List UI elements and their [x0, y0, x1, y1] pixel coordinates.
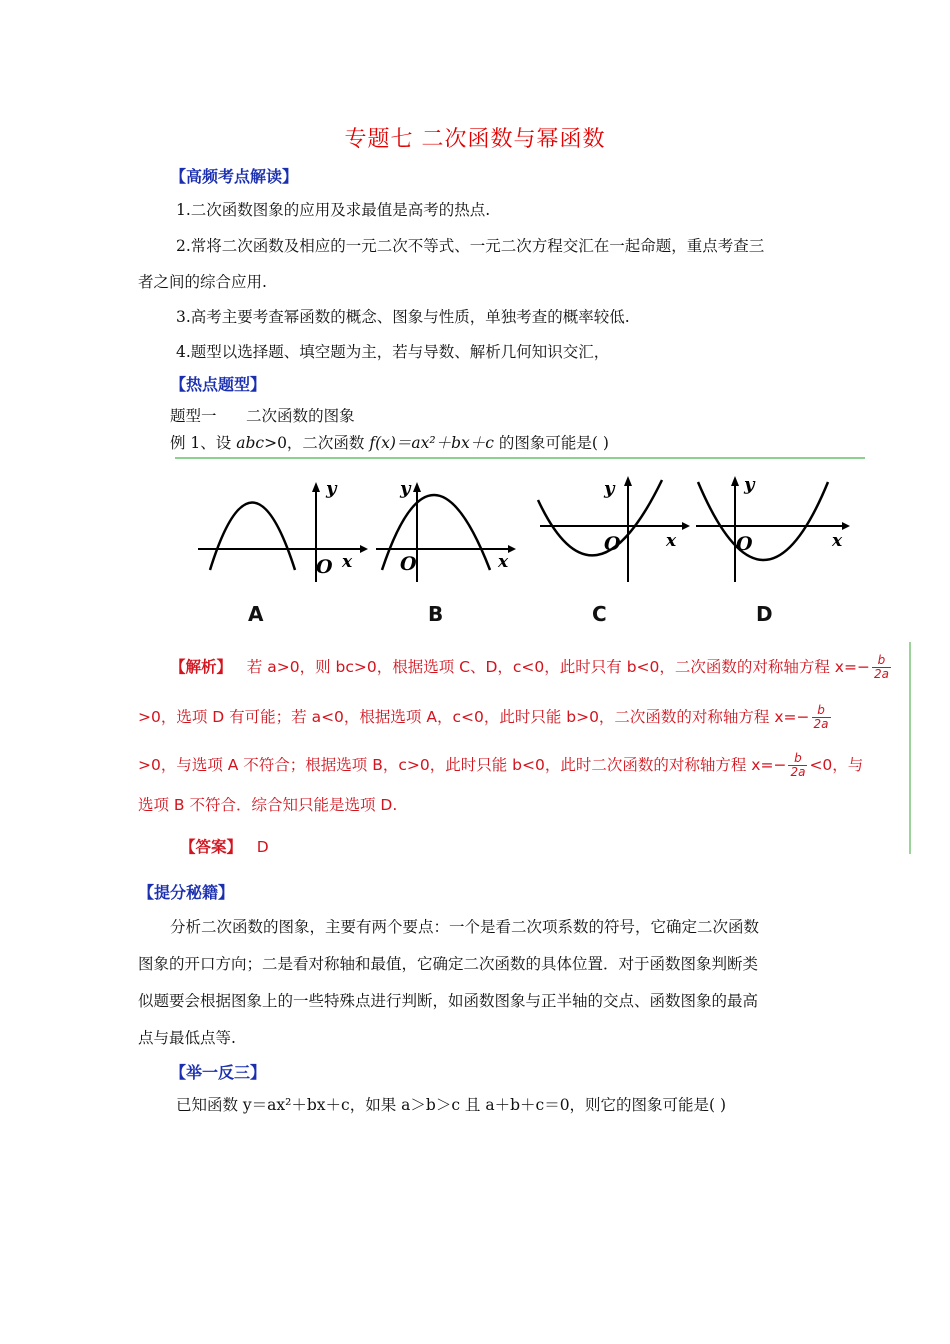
graph-b-label: B — [428, 602, 444, 626]
graph-a-x-label: x — [342, 552, 353, 572]
page-title: 专题七 二次函数与幂函数 — [344, 127, 606, 152]
graph-d-y-label: y — [744, 474, 755, 495]
practice-question: 已知函数 y＝ax²＋bx＋c，如果 a＞b＞c 且 a＋b＋c＝0，则它的图象可能是( ) — [176, 1096, 727, 1114]
section-practice: 【举一反三】 — [170, 1063, 267, 1082]
graph-d-x-label: x — [832, 531, 843, 551]
tips-line-4: 点与最低点等. — [138, 1029, 236, 1047]
solution-line-2: >0，选项 D 有可能；若 a<0，根据选项 A，c<0，此时只能 b>0，二次函数的对称轴方程 x=− $\frac{b}{2a}$ — [138, 703, 829, 731]
graph-a-label: A — [248, 602, 264, 626]
graph-c-label: C — [592, 602, 607, 626]
section-tips: 【提分秘籍】 — [138, 883, 235, 902]
graph-a — [190, 470, 370, 590]
graph-a-y-label: y — [326, 478, 337, 499]
graph-b-y-label: y — [400, 478, 411, 499]
section-hot-types: 【热点题型】 — [170, 375, 267, 394]
divider-line — [175, 457, 865, 459]
point-2: 2.常将二次函数及相应的一元二次不等式、一元二次方程交汇在一起命题，重点考查三 — [176, 237, 765, 255]
point-1: 1.二次函数图象的应用及求最值是高考的热点. — [176, 201, 491, 219]
fraction-2: $\frac{b}{2a}$ — [813, 703, 829, 731]
graph-b — [372, 470, 532, 590]
graph-d — [694, 470, 854, 590]
solution-head: 【解析】 — [170, 658, 233, 676]
graph-c-y-label: y — [604, 478, 615, 499]
graph-c — [534, 470, 694, 590]
graph-d-label: D — [756, 602, 773, 626]
question-type: 题型一 二次函数的图象 — [170, 407, 355, 425]
solution-line-4: 选项 B 不符合．综合知只能是选项 D. — [138, 796, 398, 814]
graph-d-origin: O — [736, 533, 753, 555]
fraction-3: $\frac{b}{2a}$ — [790, 751, 806, 779]
graph-c-origin: O — [604, 533, 621, 555]
tips-line-2: 图象的开口方向；二是看对称轴和最值，它确定二次函数的具体位置．对于函数图象判断类 — [138, 955, 759, 973]
solution-line-1: 【解析】 若 a>0，则 bc>0，根据选项 C、D，c<0，此时只有 b<0，二次函数的对称轴方程 x=− $\frac{b}{2a}$ — [170, 653, 889, 681]
graph-b-origin: O — [400, 553, 417, 575]
section-high-freq: 【高频考点解读】 — [170, 167, 299, 186]
answer-line — [180, 835, 269, 857]
point-3: 3.高考主要考查幂函数的概念、图象与性质，单独考查的概率较低. — [176, 308, 630, 326]
fraction-1: $\frac{b}{2a}$ — [873, 653, 889, 681]
example-1: 例 1、设 abc>0，二次函数 f(x)＝ax²＋bx＋c 的图象可能是( ) — [170, 434, 609, 452]
graph-a-origin: O — [316, 556, 333, 578]
answer-value: D — [256, 838, 269, 856]
point-2-cont: 者之间的综合应用. — [138, 273, 267, 291]
answer-head: 【答案】 — [180, 838, 243, 856]
tips-line-3: 似题要会根据图象上的一些特殊点进行判断，如函数图象与正半轴的交点、函数图象的最高 — [138, 992, 759, 1010]
graph-c-x-label: x — [666, 531, 677, 551]
solution-line-3: >0，与选项 A 不符合；根据选项 B，c>0，此时只能 b<0，此时二次函数的对称轴方程 x=− $\frac{b}{2a}$ <0，与 — [138, 751, 864, 779]
graph-b-x-label: x — [498, 552, 509, 572]
tips-line-1: 分析二次函数的图象，主要有两个要点：一个是看二次项系数的符号，它确定二次函数 — [170, 918, 760, 936]
solution-sidebar — [909, 642, 911, 854]
point-4: 4.题型以选择题、填空题为主，若与导数、解析几何知识交汇， — [176, 343, 610, 361]
